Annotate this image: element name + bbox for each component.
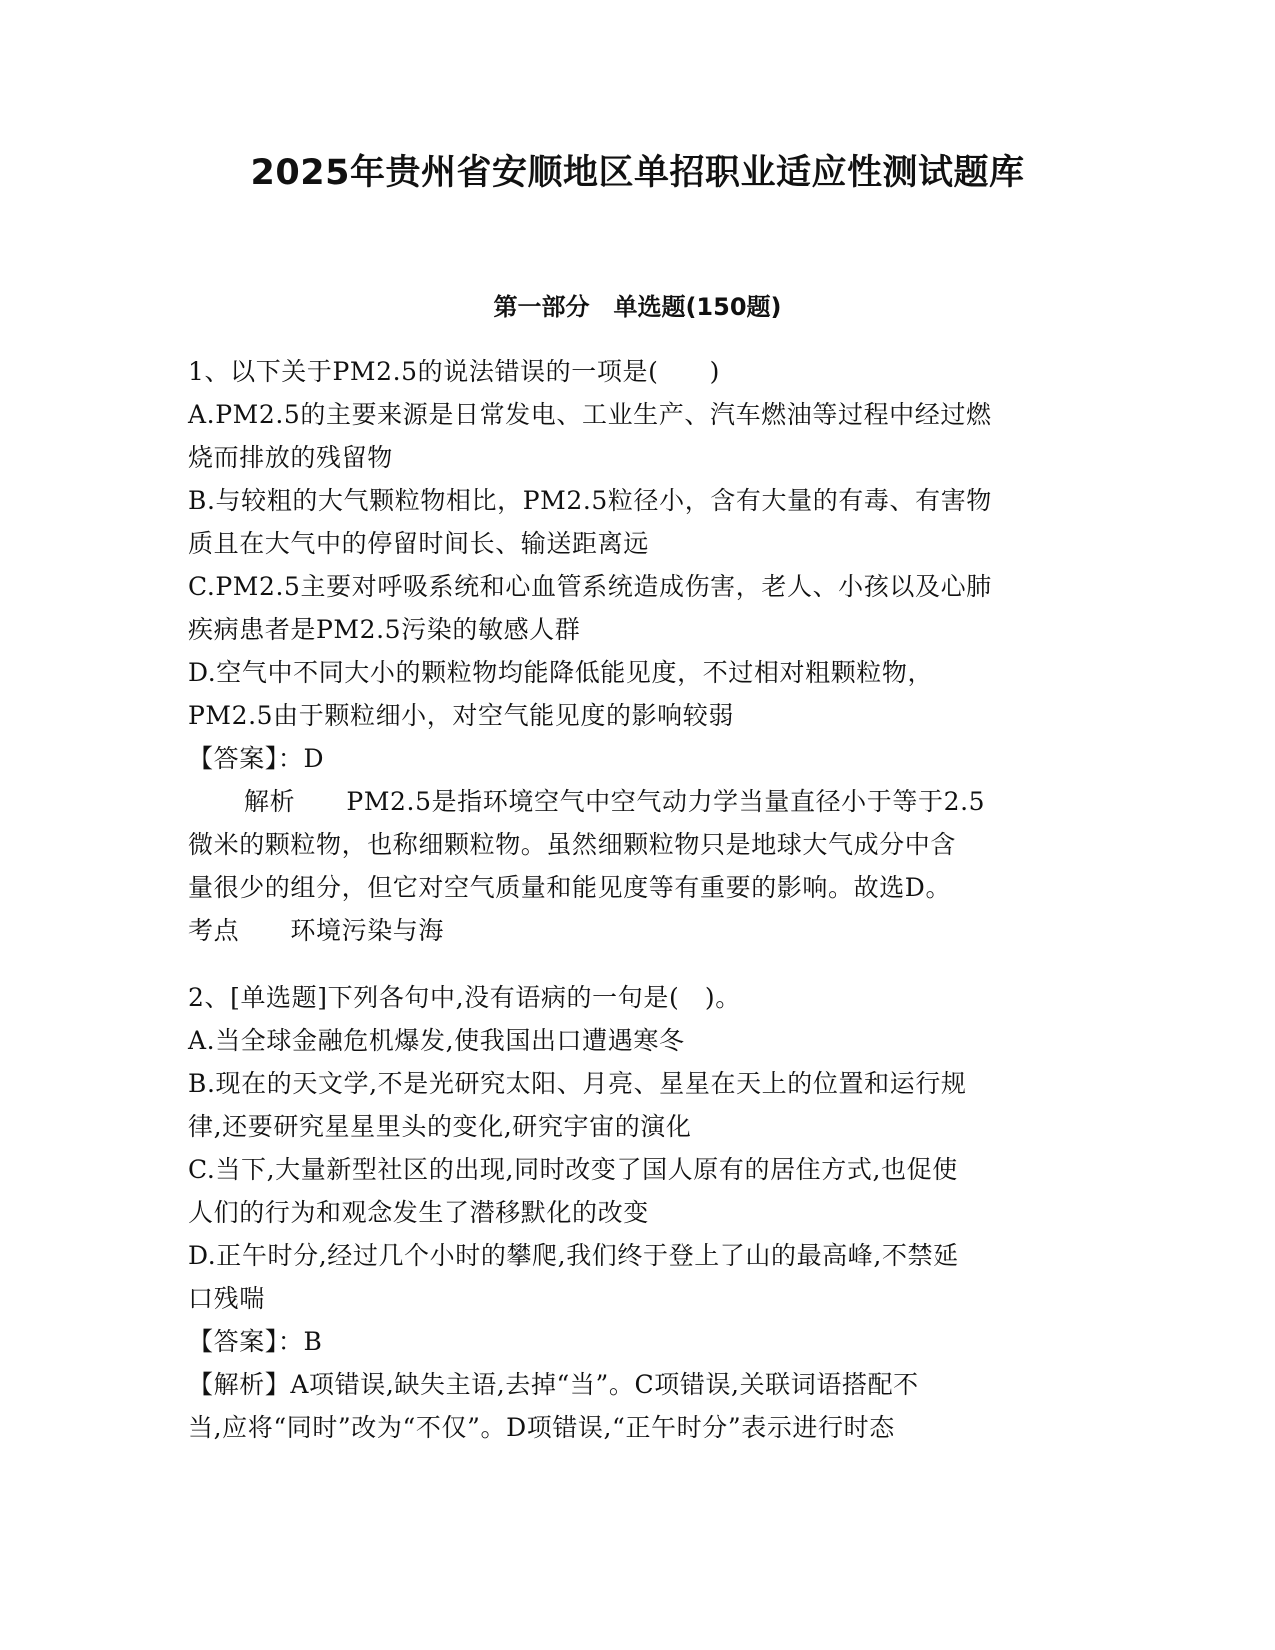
- question-stem: 1、以下关于PM2.5的说法错误的一项是( ): [188, 357, 720, 386]
- analysis-line-1: 解析 PM2.5是指环境空气中空气动力学当量直径小于等于2.5: [244, 787, 986, 816]
- analysis-line-2: 当,应将“同时”改为“不仅”。D项错误,“正午时分”表示进行时态: [188, 1413, 895, 1442]
- question-stem: 2、[单选题]下列各句中,没有语病的一句是( )。: [188, 983, 741, 1012]
- option-c-line-2: 人们的行为和观念发生了潜移默化的改变: [188, 1198, 649, 1227]
- document-body: [188, 350, 1088, 1449]
- topic-note: 考点 环境污染与海: [188, 916, 445, 945]
- option-c-line-1: C.PM2.5主要对呼吸系统和心血管系统造成伤害，老人、小孩以及心肺: [188, 572, 992, 601]
- option-b-line-2: 律,还要研究星星里头的变化,研究宇宙的演化: [188, 1112, 692, 1141]
- question-spacer: [188, 952, 1088, 976]
- section-title: 第一部分 单选题(150题): [493, 293, 782, 321]
- option-b-line-2: 质且在大气中的停留时间长、输送距离远: [188, 529, 649, 558]
- option-d-line-2: PM2.5由于颗粒细小，对空气能见度的影响较弱: [188, 701, 734, 730]
- option-b-line-1: B.现在的天文学,不是光研究太阳、月亮、星星在天上的位置和运行规: [188, 1069, 967, 1098]
- option-c-line-1: C.当下,大量新型社区的出现,同时改变了国人原有的居住方式,也促使: [188, 1155, 958, 1184]
- option-d-line-1: D.正午时分,经过几个小时的攀爬,我们终于登上了山的最高峰,不禁延: [188, 1241, 959, 1270]
- answer: 【答案】：D: [188, 744, 325, 773]
- document-title: 2025年贵州省安顺地区单招职业适应性测试题库: [250, 153, 1025, 193]
- question-2: [188, 976, 1088, 1449]
- option-c-line-2: 疾病患者是PM2.5污染的敏感人群: [188, 615, 581, 644]
- answer: 【答案】：B: [188, 1327, 323, 1356]
- analysis-line-3: 量很少的组分，但它对空气质量和能见度等有重要的影响。故选D。: [188, 873, 952, 902]
- option-b-line-1: B.与较粗的大气颗粒物相比，PM2.5粒径小，含有大量的有毒、有害物: [188, 486, 992, 515]
- option-a-line-2: 烧而排放的残留物: [188, 443, 393, 472]
- option-d-line-2: 口残喘: [188, 1284, 265, 1313]
- option-a-line-1: A.PM2.5的主要来源是日常发电、工业生产、汽车燃油等过程中经过燃: [188, 400, 992, 429]
- analysis-line-1: 【解析】A项错误,缺失主语,去掉“当”。C项错误,关联词语搭配不: [188, 1370, 919, 1399]
- question-1: [188, 350, 1088, 952]
- option-d-line-1: D.空气中不同大小的颗粒物均能降低能见度，不过相对粗颗粒物，: [188, 658, 934, 687]
- analysis-line-2: 微米的颗粒物，也称细颗粒物。虽然细颗粒物只是地球大气成分中含: [188, 830, 957, 859]
- option-a-line-1: A.当全球金融危机爆发,使我国出口遭遇寒冬: [188, 1026, 685, 1055]
